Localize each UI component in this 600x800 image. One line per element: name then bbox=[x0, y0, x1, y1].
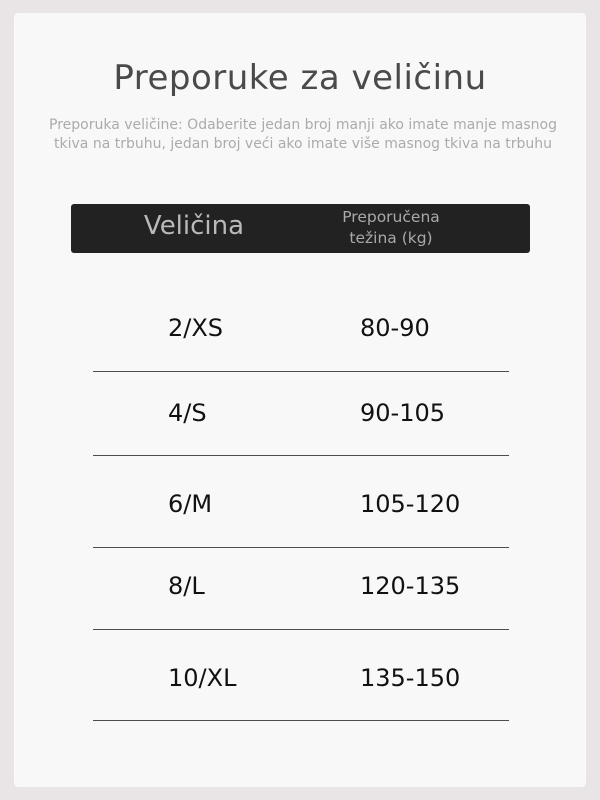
header-recommended-weight bbox=[331, 207, 451, 249]
row-divider bbox=[93, 629, 509, 630]
size-cell: 4/S bbox=[168, 399, 207, 427]
header-weight-line-2: težina (kg) bbox=[349, 229, 433, 247]
note-line-1: Preporuka veličine: Odaberite jedan broj manji ako imate manje masnog bbox=[49, 117, 557, 133]
page-title: Preporuke za veličinu bbox=[113, 58, 487, 98]
row-divider bbox=[93, 720, 509, 721]
header-size: Veličina bbox=[143, 211, 245, 241]
size-cell: 8/L bbox=[168, 572, 205, 600]
size-cell: 6/M bbox=[168, 490, 213, 518]
weight-cell: 80-90 bbox=[360, 314, 430, 342]
row-divider bbox=[93, 455, 509, 456]
weight-cell: 135-150 bbox=[360, 664, 461, 692]
row-divider bbox=[93, 371, 509, 372]
weight-cell: 90-105 bbox=[360, 399, 446, 427]
size-cell: 2/XS bbox=[168, 314, 224, 342]
weight-cell: 120-135 bbox=[360, 572, 461, 600]
size-cell: 10/XL bbox=[168, 664, 237, 692]
note-line-2: tkiva na trbuhu, jedan broj veći ako imate više masnog tkiva na trbuhu bbox=[54, 136, 552, 152]
row-divider bbox=[93, 547, 509, 548]
weight-cell: 105-120 bbox=[360, 490, 461, 518]
size-recommendation-note bbox=[30, 116, 576, 154]
table-header bbox=[71, 204, 530, 253]
header-weight-line-1: Preporučena bbox=[342, 208, 440, 226]
